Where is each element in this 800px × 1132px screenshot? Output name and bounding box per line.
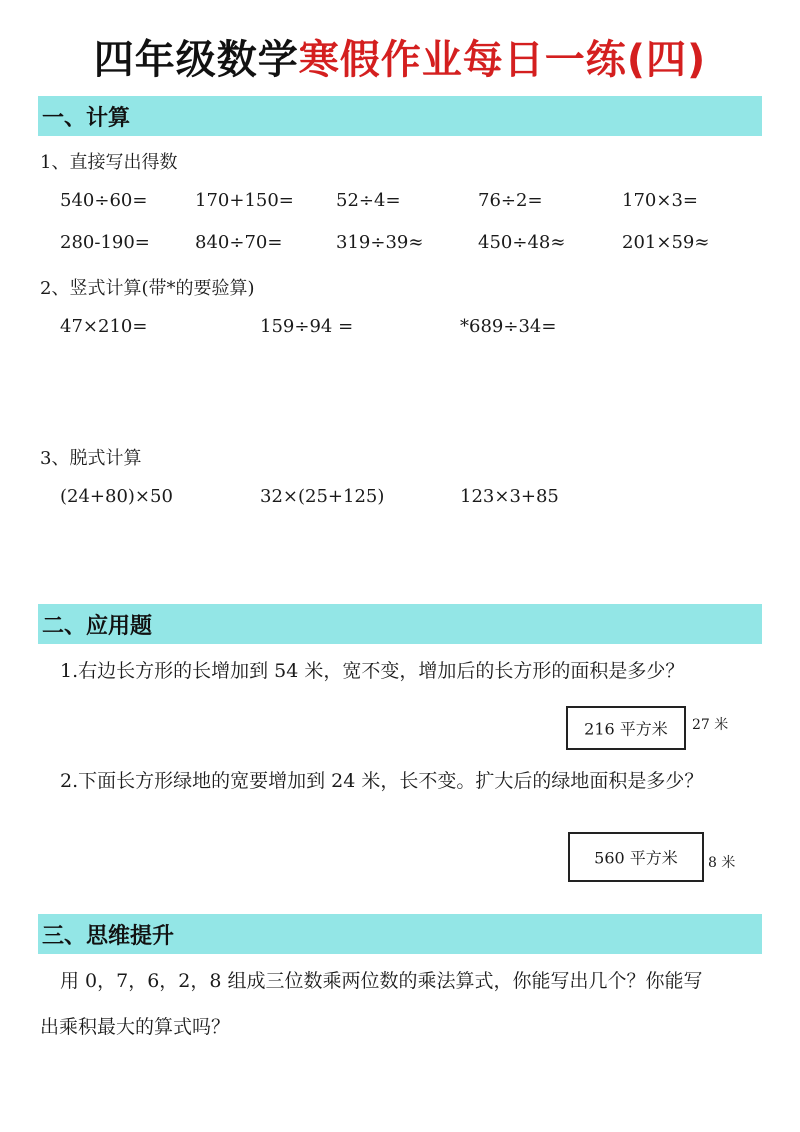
vertical-calc-item: 159÷94 = xyxy=(260,316,354,337)
thinking-problem-line-2: 出乘积最大的算式吗？ xyxy=(40,1016,231,1038)
expression-item: 76÷2= xyxy=(478,190,543,211)
expression-item: 319÷39≈ xyxy=(336,232,424,253)
stepwise-calc-item: 32×(25+125) xyxy=(260,486,385,507)
expression-item: 450÷48≈ xyxy=(478,232,566,253)
rectangle-width-label: 27 米 xyxy=(692,717,729,733)
stepwise-calc-item: (24+80)×50 xyxy=(60,486,173,507)
section-header-calculation xyxy=(38,96,762,136)
section-header-word-problems xyxy=(38,604,762,644)
rectangle-area-label: 560 平方米 xyxy=(594,848,678,868)
title-series: 寒假作业每日一练(四) xyxy=(298,37,707,83)
section-heading: 三、思维提升 xyxy=(42,924,175,949)
rectangle-area-label: 216 平方米 xyxy=(584,719,668,739)
vertical-calc-item: *689÷34= xyxy=(460,316,557,337)
thinking-problem-line-1: 用 0，7，6，2，8 组成三位数乘两位数的乘法算式，你能写出几个？你能写 xyxy=(60,970,703,992)
expression-item: 201×59≈ xyxy=(622,232,710,253)
question-label: 2、竖式计算(带*的要验算) xyxy=(40,278,255,299)
expression-item: 840÷70= xyxy=(195,232,283,253)
word-problem-1: 1.右边长方形的长增加到 54 米，宽不变，增加后的长方形的面积是多少？ xyxy=(60,660,685,682)
worksheet-title xyxy=(0,28,800,85)
section-heading: 二、应用题 xyxy=(42,614,153,639)
title-grade-subject: 四年级数学 xyxy=(93,37,299,83)
section-heading: 一、计算 xyxy=(42,106,131,131)
expression-item: 170+150= xyxy=(195,190,294,211)
rectangle-diagram-1 xyxy=(566,706,686,750)
expression-item: 280-190= xyxy=(60,232,150,253)
expression-item: 52÷4= xyxy=(336,190,401,211)
expression-item: 170×3= xyxy=(622,190,698,211)
word-problem-2: 2.下面长方形绿地的宽要增加到 24 米，长不变。扩大后的绿地面积是多少？ xyxy=(60,770,704,792)
rectangle-diagram-2 xyxy=(568,832,704,882)
rectangle-width-label: 8 米 xyxy=(708,855,736,871)
stepwise-calc-item: 123×3+85 xyxy=(460,486,559,507)
question-label: 3、脱式计算 xyxy=(40,448,142,469)
vertical-calc-item: 47×210= xyxy=(60,316,148,337)
expression-item: 540÷60= xyxy=(60,190,148,211)
section-header-thinking xyxy=(38,914,762,954)
question-label: 1、直接写出得数 xyxy=(40,152,178,173)
